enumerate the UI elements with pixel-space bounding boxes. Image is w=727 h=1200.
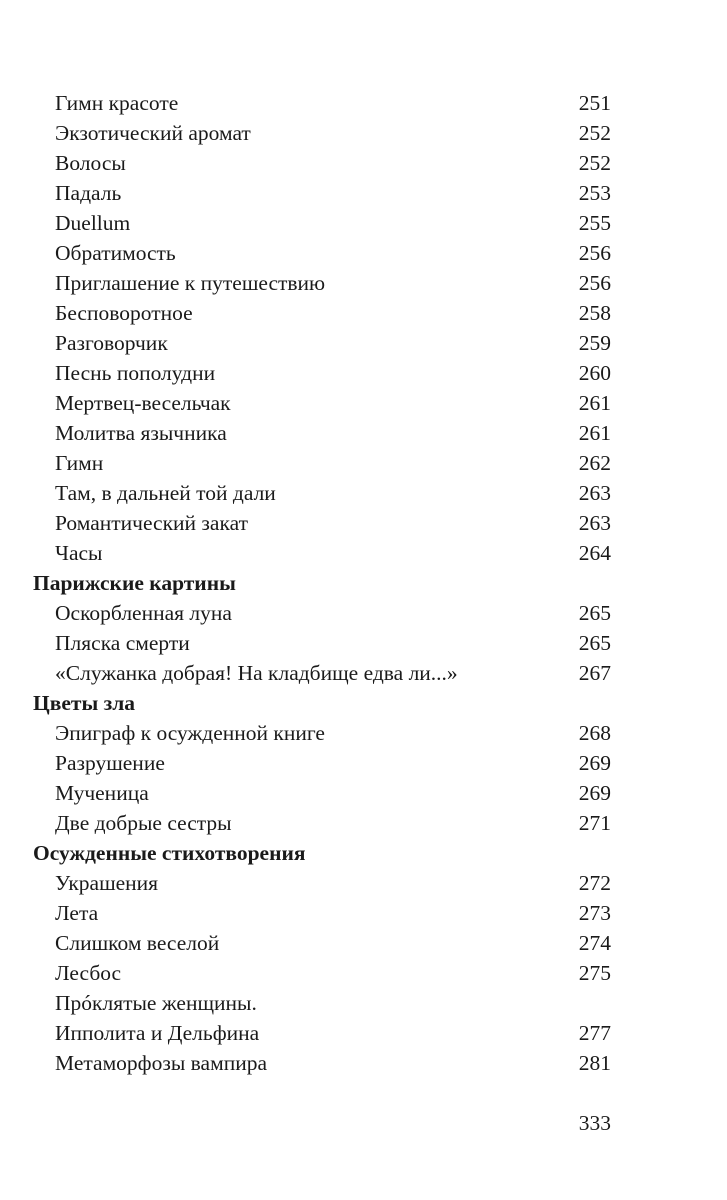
- toc-entry: [33, 778, 611, 808]
- page-number: 333: [578, 1111, 611, 1135]
- toc-entry: [33, 1048, 611, 1078]
- toc-entry: [33, 538, 611, 568]
- toc-entry: [33, 898, 611, 928]
- toc-entry-page: 265: [578, 631, 611, 655]
- toc-entry: [33, 478, 611, 508]
- toc-entry-title: Экзотический аромат: [55, 121, 251, 145]
- toc-entry-title: «Служанка добрая! На кладбище едва ли...»: [55, 661, 458, 685]
- toc-entry-page: 271: [578, 811, 611, 835]
- toc-entry-title: Падаль: [55, 181, 122, 205]
- toc-entry: [33, 208, 611, 238]
- toc-entry-title: Мученица: [55, 781, 149, 805]
- toc-entry: [33, 508, 611, 538]
- toc-entry-page: 265: [578, 601, 611, 625]
- toc-entry-page: 274: [578, 931, 611, 955]
- toc-entry-page: 260: [578, 361, 611, 385]
- toc-entry: [33, 388, 611, 418]
- toc-entry-page: 255: [578, 211, 611, 235]
- toc-entry-title: Песнь пополудни: [55, 361, 216, 385]
- toc-entry-title: Две добрые сестры: [55, 811, 232, 835]
- toc-entry-title: Обратимость: [55, 241, 176, 265]
- toc-entry: [33, 958, 611, 988]
- toc-entry-title: Бесповоротное: [55, 301, 193, 325]
- toc-entry-page: 253: [578, 181, 611, 205]
- toc-entry: [33, 598, 611, 628]
- toc-entry-title: Пляска смерти: [55, 631, 190, 655]
- toc-entry-page: 259: [578, 331, 611, 355]
- toc-entry-title: Украшения: [55, 871, 159, 895]
- toc-entry: [33, 868, 611, 898]
- toc-entry-title: Мертвец-весельчак: [55, 391, 231, 415]
- toc-entry: [33, 328, 611, 358]
- toc-entry-title: Оскорбленная луна: [55, 601, 232, 625]
- section-heading: Осужденные стихотворения: [33, 841, 306, 865]
- toc-entry-page: 252: [578, 121, 611, 145]
- toc-entry-title-line1: Прóклятые женщины.: [55, 991, 257, 1015]
- toc-entry-page: 269: [578, 781, 611, 805]
- toc-entry: [33, 88, 611, 118]
- toc-entry-line: [33, 988, 611, 1018]
- toc-entry: [33, 268, 611, 298]
- toc-entry-page: 262: [578, 451, 611, 475]
- toc-entry: [33, 148, 611, 178]
- toc-entry-title: Лета: [55, 901, 99, 925]
- toc-entry-title: Эпиграф к осужденной книге: [55, 721, 325, 745]
- toc-entry-multiline: [33, 988, 611, 1048]
- toc-entry-page: 264: [578, 541, 611, 565]
- toc-entry-title: Гимн: [55, 451, 104, 475]
- toc-entry: [33, 418, 611, 448]
- toc-entry-page: 256: [578, 241, 611, 265]
- toc-entry-title: Волосы: [55, 151, 126, 175]
- toc-entry: [33, 928, 611, 958]
- toc-entry-title: Duellum: [55, 211, 131, 235]
- toc-entry-page: 256: [578, 271, 611, 295]
- toc-entry-title: Слишком веселой: [55, 931, 220, 955]
- toc-entry-page: 281: [578, 1051, 611, 1075]
- toc-entry-page: 261: [578, 421, 611, 445]
- toc-entry: [33, 178, 611, 208]
- toc-entry: [33, 448, 611, 478]
- section-heading: Цветы зла: [33, 691, 136, 715]
- toc-entry-page: 251: [578, 91, 611, 115]
- toc-entry-title: Метаморфозы вампира: [55, 1051, 267, 1075]
- toc-entry: [33, 718, 611, 748]
- toc-entry-page: 269: [578, 751, 611, 775]
- toc-entry-page: 263: [578, 511, 611, 535]
- toc-entry-page: 277: [578, 1021, 611, 1045]
- toc-entry-title: Часы: [55, 541, 103, 565]
- toc-entry: [33, 658, 611, 688]
- toc-entry-title: Романтический закат: [55, 511, 248, 535]
- toc-entry-title: Гимн красоте: [55, 91, 179, 115]
- toc-entry-page: 258: [578, 301, 611, 325]
- section-heading: Парижские картины: [33, 571, 236, 595]
- toc-entry-page: 268: [578, 721, 611, 745]
- toc-entry-page: 272: [578, 871, 611, 895]
- table-of-contents: [33, 88, 611, 1078]
- toc-entry: [33, 298, 611, 328]
- toc-entry-title: Лесбос: [55, 961, 122, 985]
- toc-entry-title: Разрушение: [55, 751, 165, 775]
- toc-entry: [33, 808, 611, 838]
- toc-entry: [33, 628, 611, 658]
- toc-entry-page: 263: [578, 481, 611, 505]
- toc-entry-title: Молитва язычника: [55, 421, 227, 445]
- toc-entry-page: 267: [578, 661, 611, 685]
- toc-entry-title: Там, в дальней той дали: [55, 481, 276, 505]
- toc-entry-title-line2: Ипполита и Дельфина: [55, 1021, 260, 1045]
- toc-entry-line: [33, 1018, 611, 1048]
- toc-entry: [33, 358, 611, 388]
- toc-entry-page: 273: [578, 901, 611, 925]
- toc-entry: [33, 748, 611, 778]
- toc-entry-page: 252: [578, 151, 611, 175]
- toc-entry: [33, 118, 611, 148]
- toc-entry-page: 261: [578, 391, 611, 415]
- toc-entry: [33, 238, 611, 268]
- toc-entry-page: 275: [578, 961, 611, 985]
- toc-entry-title: Разговорчик: [55, 331, 168, 355]
- toc-entry-title: Приглашение к путешествию: [55, 271, 326, 295]
